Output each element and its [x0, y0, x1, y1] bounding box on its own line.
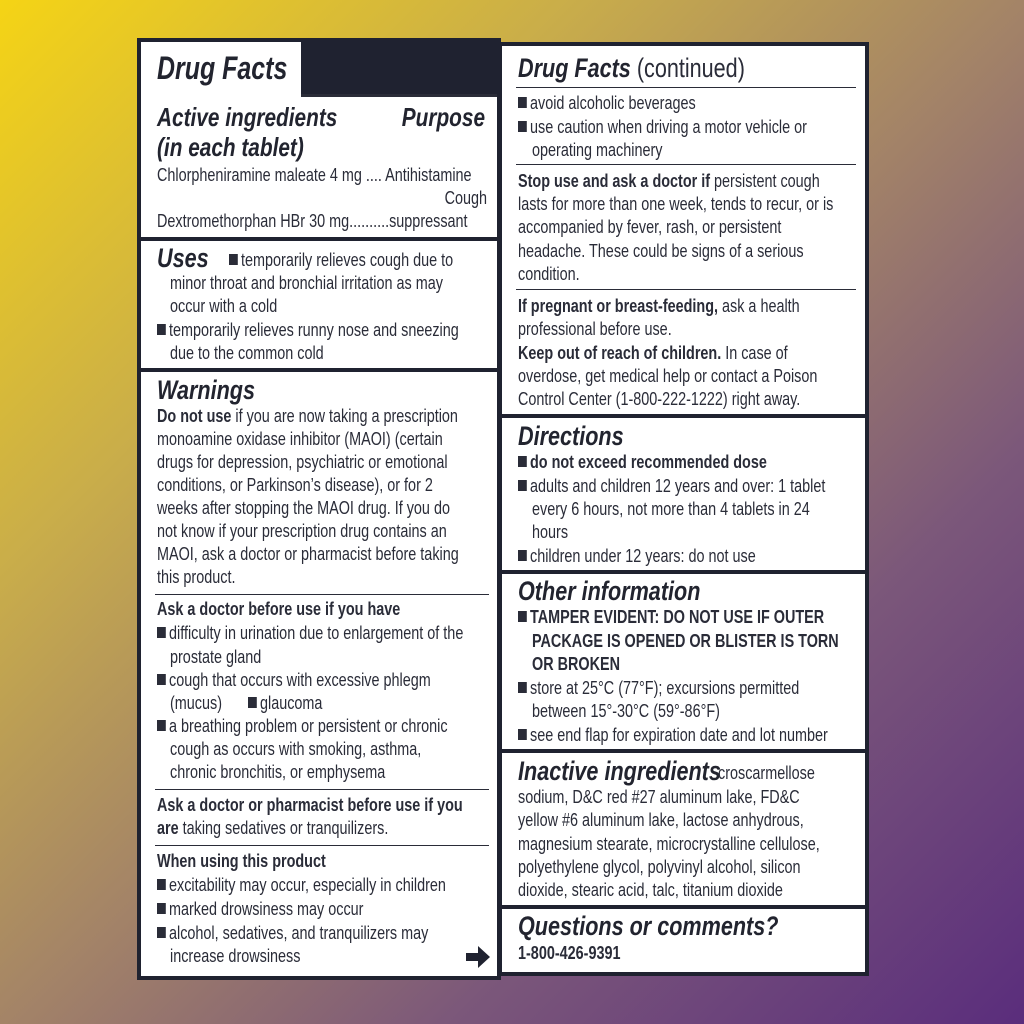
inactive-line-5: polyethylene glycol, polyvinyl alcohol, silicon [518, 857, 801, 877]
other-line-1: TAMPER EVIDENT: DO NOT USE IF OUTER [530, 607, 825, 627]
uses-line-4: temporarily relieves runny nose and sneezing [169, 320, 459, 340]
inactive-line-3: yellow #6 aluminum lake, lactose anhydrous, [518, 810, 804, 830]
ask-pharmacist-bold: are [157, 818, 179, 838]
uses-line-3: occur with a cold [170, 296, 278, 316]
stop-line-5: condition. [518, 264, 580, 284]
inactive-line-2: sodium, D&C red #27 aluminum lake, FD&C [518, 787, 800, 807]
directions-line-3: every 6 hours, not more than 4 tablets in 24 [532, 499, 810, 519]
inactive-line-6: dioxide, stearic acid, talc, titanium dioxide [518, 880, 783, 900]
warnings-section [141, 372, 497, 976]
keep-line-2: overdose, get medical help or contact a Poison [518, 366, 818, 386]
divider [155, 845, 489, 846]
other-line-3: OR BROKEN [532, 654, 621, 674]
bullet-icon [518, 611, 527, 622]
other-line-5: between 15°-30°C (59°-86°F) [532, 701, 720, 721]
bullet-icon [157, 627, 166, 638]
warning-line-8: this product. [157, 567, 236, 587]
active-ingredients-heading2: (in each tablet) [157, 132, 304, 162]
bullet-icon [157, 903, 166, 914]
ask-pharmacist-line: taking sedatives or tranquilizers. [178, 818, 389, 838]
divider [516, 87, 856, 88]
keep-line-1: In case of [721, 343, 788, 363]
directions-line-2: adults and children 12 years and over: 1 tablet [530, 476, 826, 496]
stop-line-4: headache. These could be signs of a serious [518, 241, 804, 261]
directions-line-4: hours [532, 522, 569, 542]
warning-line-7: MAOI, ask a doctor or pharmacist before taking [157, 544, 459, 564]
ask-line-1: difficulty in urination due to enlargement of the [169, 623, 464, 643]
other-line-2: PACKAGE IS OPENED OR BLISTER IS TORN [532, 631, 839, 651]
directions-section [502, 418, 865, 570]
ingredient-row-2-purpose-top: Cough [444, 188, 487, 208]
bullet-icon [518, 121, 527, 132]
stop-line-3: accompanied by fever, rash, or persistent [518, 217, 782, 237]
when-line-3: alcohol, sedatives, and tranquilizers may [169, 923, 429, 943]
bullet-icon [229, 254, 238, 265]
bullet-icon [157, 324, 166, 335]
other-line-4: store at 25°C (77°F); excursions permitted [530, 678, 800, 698]
bullet-icon [157, 720, 166, 731]
ask-line-4: (mucus) [170, 693, 223, 713]
cont-line-3: operating machinery [532, 140, 663, 160]
ask-doctor-heading: Ask a doctor before use if you have [157, 599, 401, 619]
stop-line-2: lasts for more than one week, tends to recur, or is [518, 194, 834, 214]
bullet-icon [518, 682, 527, 693]
when-line-2: marked drowsiness may occur [169, 899, 364, 919]
inactive-ingredients-section [502, 753, 865, 905]
directions-heading: Directions [518, 421, 624, 451]
bullet-icon [518, 97, 527, 108]
continue-arrow-icon [466, 946, 490, 968]
pregnant-label: If pregnant or breast-feeding, [518, 296, 719, 316]
stop-line-1: persistent cough [710, 171, 820, 191]
ingredient-row-2: Dextromethorphan HBr 30 mg..........suppressant [157, 211, 468, 231]
drug-facts-title: Drug Facts [157, 50, 288, 86]
warning-line-3: drugs for depression, psychiatric or emotional [157, 452, 448, 472]
bullet-icon [518, 480, 527, 491]
bullet-icon [248, 697, 257, 708]
when-using-heading: When using this product [157, 851, 326, 871]
other-information-heading: Other information [518, 576, 701, 606]
ask-pharmacist-heading: Ask a doctor or pharmacist before use if you [157, 795, 463, 815]
ingredient-row-1: Chlorpheniramine maleate 4 mg .... Antihistamine [157, 165, 472, 185]
bullet-icon [518, 456, 527, 467]
when-line-4: increase drowsiness [170, 946, 301, 966]
keep-line-3: Control Center (1-800-222-1222) right away. [518, 389, 801, 409]
keep-out-label: Keep out of reach of children. [518, 343, 722, 363]
questions-heading: Questions or comments? [518, 911, 779, 941]
do-not-use-label: Do not use [157, 406, 232, 426]
bullet-icon [157, 927, 166, 938]
warning-line-1: if you are now taking a prescription [231, 406, 458, 426]
continued-suffix: (continued) [630, 53, 745, 83]
bullet-icon [157, 674, 166, 685]
when-line-1: excitability may occur, especially in children [169, 875, 446, 895]
stop-use-label: Stop use and ask a doctor if [518, 171, 711, 191]
cont-line-2: use caution when driving a motor vehicle or [530, 117, 807, 137]
inactive-ingredients-heading: Inactive ingredients [518, 756, 721, 786]
bullet-icon [157, 879, 166, 890]
directions-line-5: children under 12 years: do not use [530, 546, 756, 566]
other-information-section [502, 574, 865, 749]
uses-line-1: temporarily relieves cough due to [241, 250, 454, 270]
uses-heading: Uses [157, 243, 209, 273]
ask-line-7: chronic bronchitis, or emphysema [170, 762, 386, 782]
divider [155, 789, 489, 790]
ask-line-2: prostate gland [170, 647, 262, 667]
warnings-heading: Warnings [157, 375, 256, 405]
cont-line-1: avoid alcoholic beverages [530, 93, 696, 113]
warning-line-2: monoamine oxidase inhibitor (MAOI) (certain [157, 429, 443, 449]
warning-line-5: weeks after stopping the MAOI drug. If you do [157, 498, 450, 518]
title-tab-rule [301, 94, 497, 97]
inactive-line-4: magnesium stearate, microcrystalline cellulose, [518, 834, 820, 854]
warning-line-4: conditions, or Parkinson’s disease), or for 2 [157, 475, 433, 495]
active-ingredients-section [141, 94, 497, 237]
divider [516, 164, 856, 165]
directions-line-1: do not exceed recommended dose [530, 452, 767, 472]
ask-line-6: cough as occurs with smoking, asthma, [170, 739, 422, 759]
questions-phone: 1-800-426-9391 [518, 943, 621, 963]
ask-line-3: cough that occurs with excessive phlegm [169, 670, 431, 690]
bullet-icon [518, 729, 527, 740]
continued-title: Drug Facts [518, 53, 631, 83]
ask-line-4b: glaucoma [260, 693, 323, 713]
uses-line-5: due to the common cold [170, 343, 324, 363]
divider [516, 289, 856, 290]
divider [155, 594, 489, 595]
preg-line-1: ask a health [718, 296, 800, 316]
inactive-line-1: croscarmellose [718, 763, 815, 783]
other-line-6: see end flap for expiration date and lot number [530, 725, 828, 745]
drug-facts-title-box [141, 42, 301, 98]
ask-line-5: a breathing problem or persistent or chronic [169, 716, 448, 736]
purpose-label: Purpose [401, 102, 485, 132]
bullet-icon [518, 550, 527, 561]
active-ingredients-heading: Active ingredients [157, 102, 338, 132]
uses-line-2: minor throat and bronchial irritation as may [170, 273, 443, 293]
questions-section [502, 909, 865, 972]
preg-line-2: professional before use. [518, 319, 672, 339]
continued-section [502, 46, 865, 414]
warning-line-6: not know if your prescription drug contains an [157, 521, 447, 541]
uses-section [141, 241, 497, 368]
